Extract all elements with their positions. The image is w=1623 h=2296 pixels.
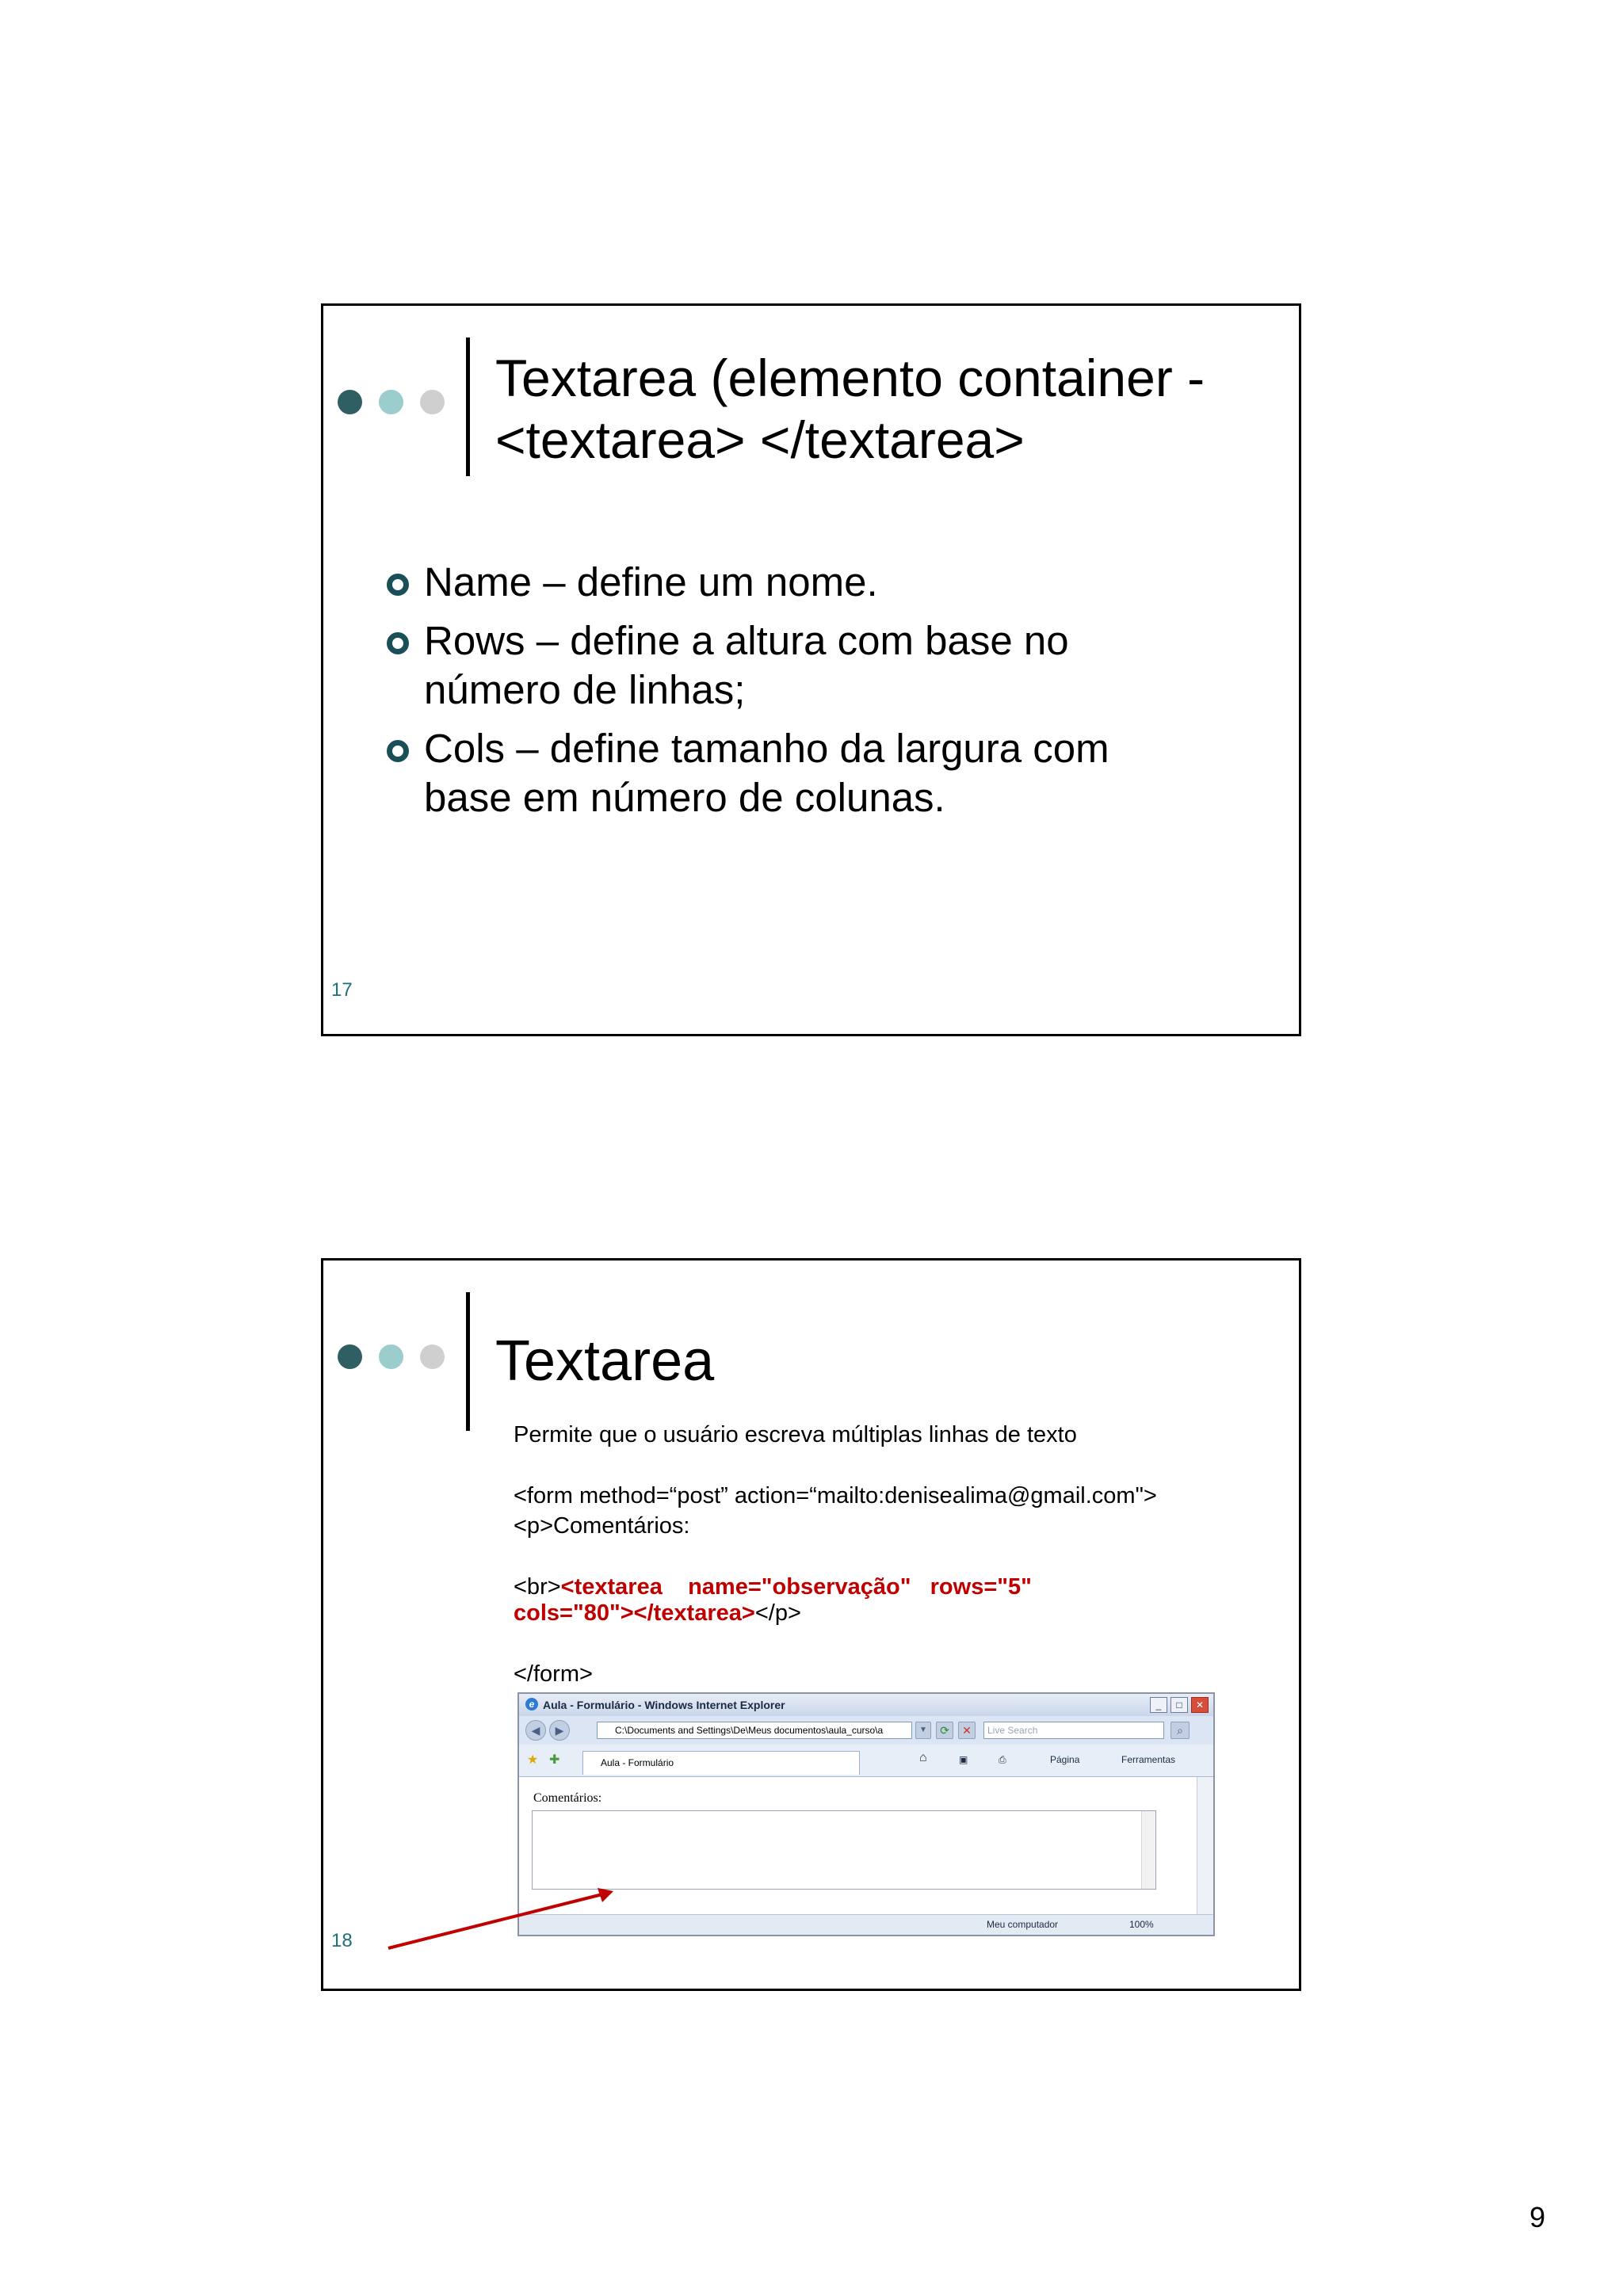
status-zoom[interactable]: 100%	[1129, 1919, 1154, 1930]
forward-button[interactable]: ▶	[549, 1720, 570, 1741]
favorites-star-icon[interactable]: ★	[527, 1753, 539, 1767]
print-icon[interactable]: ⎙	[999, 1754, 1006, 1765]
browser-screenshot	[517, 1692, 1215, 1936]
bullet-list	[383, 558, 1175, 832]
slide-17	[321, 303, 1301, 1036]
browser-tab[interactable]: Aula - Formulário	[582, 1751, 860, 1775]
home-icon[interactable]: ⌂	[919, 1751, 927, 1764]
bullet-text: Name – define um nome.	[424, 559, 878, 605]
browser-navbar	[519, 1716, 1213, 1745]
dot-teal-icon	[379, 1344, 403, 1369]
bullet-text-line: Cols – define tamanho da largura com	[424, 726, 1109, 771]
code-textarea-line-1	[514, 1573, 1032, 1600]
search-icon[interactable]: ⌕	[1170, 1722, 1190, 1739]
slide-title: Textarea	[495, 1329, 715, 1393]
page-scrollbar[interactable]	[1197, 1777, 1213, 1917]
page-number: 9	[1529, 2201, 1546, 2233]
search-input[interactable]: Live Search	[983, 1722, 1164, 1739]
browser-titlebar	[519, 1694, 1213, 1717]
bullet-text-line: número de linhas;	[424, 667, 746, 712]
stop-icon[interactable]: ✕	[958, 1722, 976, 1739]
browser-tabbar	[519, 1745, 1213, 1777]
content-label: Comentários:	[533, 1791, 602, 1805]
code-form-close: </form>	[514, 1661, 593, 1687]
bullet-text-line: Rows – define a altura com base no	[424, 618, 1069, 663]
title-divider	[466, 338, 470, 476]
slide-number: 17	[331, 979, 353, 1001]
status-zone: Meu computador	[987, 1919, 1059, 1930]
internet-explorer-icon: e	[525, 1698, 538, 1711]
dot-dark-icon	[338, 390, 362, 414]
dot-gray-icon	[420, 1344, 445, 1369]
address-bar[interactable]: C:\Documents and Settings\De\Meus documentos\aula_curso\a	[597, 1722, 912, 1739]
slide-title	[495, 347, 1272, 471]
maximize-icon[interactable]: □	[1170, 1697, 1188, 1713]
pointer-arrow-icon	[387, 1878, 617, 1950]
slide-title-line-1: Textarea (elemento container -	[495, 349, 1205, 407]
dot-gray-icon	[420, 390, 445, 414]
bullet-item	[383, 724, 1175, 822]
slide-title-line-2: <textarea> </textarea>	[495, 410, 1025, 469]
feeds-icon[interactable]: ▣	[959, 1754, 968, 1765]
close-icon[interactable]: ✕	[1191, 1697, 1209, 1713]
slide-18	[321, 1258, 1301, 1991]
browser-window-title: Aula - Formulário - Windows Internet Explorer	[543, 1699, 785, 1711]
slide-description: Permite que o usuário escreva múltiplas linhas de texto	[514, 1422, 1077, 1447]
code-form-open: <form method=“post” action=“mailto:denisealima@gmail.com">	[514, 1483, 1157, 1508]
code-textarea-open: <textarea name="observação" rows="5"	[560, 1574, 1032, 1600]
ring-bullet-icon	[387, 740, 409, 762]
browser-statusbar	[519, 1914, 1213, 1935]
bullet-text-line: base em número de colunas.	[424, 775, 945, 820]
refresh-icon[interactable]: ⟳	[936, 1722, 953, 1739]
back-button[interactable]: ◀	[525, 1720, 546, 1741]
dot-teal-icon	[379, 390, 403, 414]
bullet-item	[383, 616, 1175, 715]
bullet-item	[383, 558, 1175, 607]
title-divider	[466, 1292, 470, 1431]
tools-menu[interactable]: Ferramentas	[1121, 1754, 1176, 1765]
code-br: <br>	[514, 1574, 561, 1600]
code-p-close: </p>	[754, 1600, 801, 1626]
ring-bullet-icon	[387, 574, 409, 596]
code-textarea-line-2	[514, 1600, 801, 1627]
page-menu[interactable]: Página	[1050, 1754, 1080, 1765]
add-favorites-icon[interactable]: ✚	[549, 1753, 560, 1767]
address-dropdown-icon[interactable]: ▼	[915, 1722, 931, 1739]
slide-number: 18	[331, 1930, 353, 1951]
browser-content	[519, 1777, 1197, 1917]
ring-bullet-icon	[387, 632, 409, 654]
code-textarea-close: cols="80"></textarea>	[514, 1600, 755, 1626]
code-p-open: <p>Comentários:	[514, 1513, 690, 1539]
minimize-icon[interactable]: _	[1150, 1697, 1167, 1713]
textarea-scrollbar[interactable]	[1141, 1811, 1155, 1889]
dot-dark-icon	[338, 1344, 362, 1369]
comments-textarea[interactable]	[532, 1810, 1156, 1890]
